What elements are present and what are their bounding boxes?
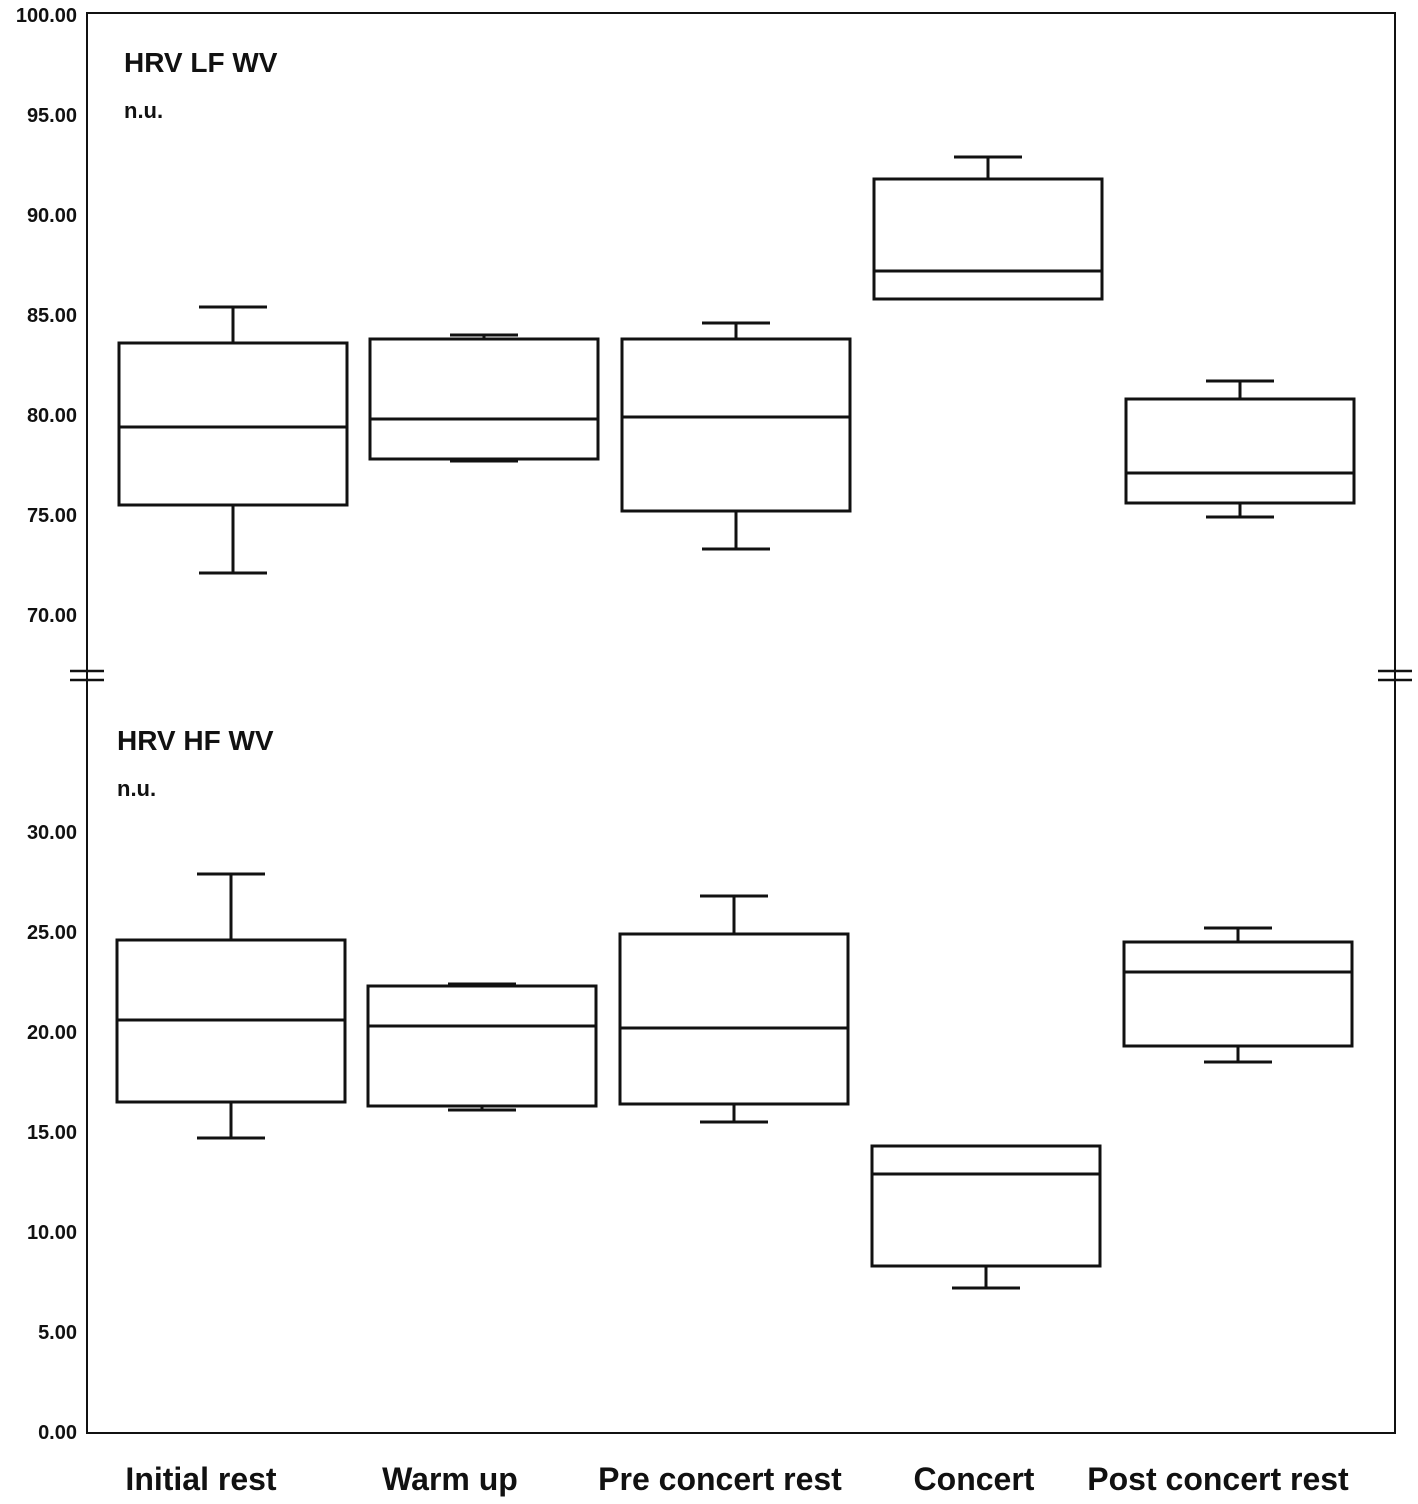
x-category-label: Initial rest xyxy=(125,1461,277,1497)
x-category-label: Post concert rest xyxy=(1087,1461,1349,1497)
y-tick-label: 70.00 xyxy=(26,605,77,627)
box-2 xyxy=(368,984,596,1110)
box-3 xyxy=(620,896,848,1122)
x-category-label: Pre concert rest xyxy=(598,1461,842,1497)
y-tick-label: 90.00 xyxy=(26,205,77,227)
box-5 xyxy=(1124,928,1352,1062)
y-tick-label: 10.00 xyxy=(26,1222,77,1244)
iqr-box xyxy=(620,934,848,1104)
y-tick-label: 85.00 xyxy=(26,305,77,327)
box-1 xyxy=(119,307,347,573)
top-panel-title: HRV LF WV xyxy=(124,47,278,78)
iqr-box xyxy=(1126,399,1354,503)
iqr-box xyxy=(368,986,596,1106)
y-tick-label: 95.00 xyxy=(26,105,77,127)
iqr-box xyxy=(622,339,850,511)
bottom-panel-boxes xyxy=(117,874,1352,1288)
top-panel-boxes xyxy=(119,157,1354,573)
x-category-label: Concert xyxy=(913,1461,1035,1497)
box-3 xyxy=(622,323,850,549)
box-4 xyxy=(872,1146,1100,1288)
bottom-y-tick-labels xyxy=(27,822,77,1444)
iqr-box xyxy=(874,179,1102,299)
iqr-box xyxy=(370,339,598,459)
top-panel-unit: n.u. xyxy=(124,98,164,123)
box-4 xyxy=(874,157,1102,299)
x-category-labels xyxy=(125,1461,1349,1497)
y-tick-label: 25.00 xyxy=(26,922,77,944)
box-2 xyxy=(370,335,598,461)
y-tick-label: 75.00 xyxy=(26,505,77,527)
y-tick-label: 0.00 xyxy=(38,1422,77,1444)
top-y-tick-labels xyxy=(16,5,77,627)
iqr-box xyxy=(872,1146,1100,1266)
y-tick-label: 20.00 xyxy=(26,1022,77,1044)
iqr-box xyxy=(119,343,347,505)
y-tick-label: 80.00 xyxy=(26,405,77,427)
box-5 xyxy=(1126,381,1354,517)
iqr-box xyxy=(1124,942,1352,1046)
y-tick-label: 15.00 xyxy=(26,1122,77,1144)
bottom-panel-unit: n.u. xyxy=(117,776,157,801)
box-1 xyxy=(117,874,345,1138)
bottom-panel-title: HRV HF WV xyxy=(117,725,274,756)
y-tick-label: 30.00 xyxy=(26,822,77,844)
plot-frame xyxy=(87,13,1395,1433)
y-tick-label: 5.00 xyxy=(38,1322,77,1344)
y-tick-label: 100.00 xyxy=(15,5,77,27)
x-category-label: Warm up xyxy=(382,1461,518,1497)
